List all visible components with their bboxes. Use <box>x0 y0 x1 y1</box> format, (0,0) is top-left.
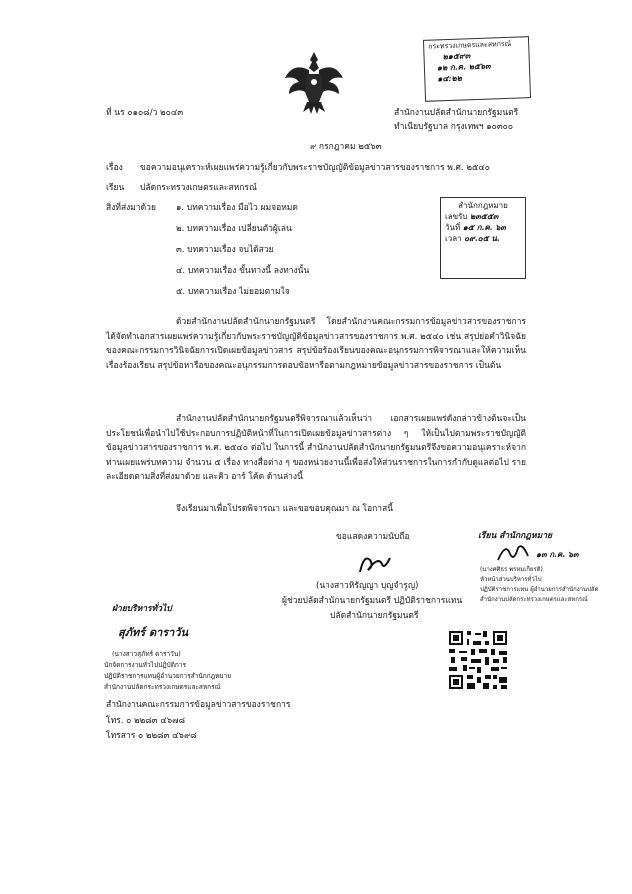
admin-note-name: (นางสาวสุภัทร์ ดาราวัน) <box>112 650 181 658</box>
footer-office: สำนักงานคณะกรรมการข้อมูลข่าวสารของราชการ <box>106 700 291 710</box>
recipient-label: เรียน <box>106 183 125 193</box>
legal-note-signature <box>496 540 530 564</box>
qr-code[interactable] <box>447 629 509 691</box>
date-value: ๑๕ ก.ค. ๖๓ <box>462 222 506 232</box>
legal-note-line-2: ปฏิบัติราชการแทน ผู้อำนวยการสำนักงานปลัด <box>480 586 599 593</box>
recipient-text: ปลัดกระทรวงเกษตรและสหกรณ์ <box>140 183 257 193</box>
receipt-stamp-top <box>423 36 531 102</box>
stamp-ministry: กระทรวงเกษตรและสหกรณ์ <box>428 39 512 51</box>
office-name: สำนักงานปลัดสำนักนายกรัฐมนตรี <box>394 108 519 118</box>
legal-stamp-title: สำนักกฎหมาย <box>458 201 508 210</box>
stamp-time: ๑๔:๒๒ <box>437 72 463 84</box>
garuda-emblem <box>283 48 345 118</box>
legal-receipt-stamp <box>440 197 526 279</box>
document-date: ๙ กรกฎาคม ๒๕๖๓ <box>310 142 382 152</box>
date-label: วันที่ <box>445 223 461 232</box>
stamp-date: ๑๒ ก.ค. ๒๕๖๓ <box>436 60 491 73</box>
enclosure-item: ๒. บทความเรื่อง เปลี่ยนตัวผู้เล่น <box>176 224 292 234</box>
admin-note-signature: สุภัทร์ ดาราวัน <box>118 626 189 639</box>
signature-mark <box>356 550 396 576</box>
subject-label: เรื่อง <box>106 163 123 173</box>
stamp-number: ๒๑๕๙๓ <box>442 50 471 62</box>
admin-note-line-1: นักจัดการงานทั่วไปปฏิบัติการ <box>104 661 186 669</box>
received-label: เลขรับ <box>445 212 468 221</box>
legal-note-name: (นางศศิธร พรหมเกียรติ) <box>480 566 543 573</box>
body-paragraph-3: จึงเรียนมาเพื่อโปรดพิจารณา และขอขอบคุณมา ณ โอกาสนี้ <box>176 504 394 514</box>
document-number: ที่ นร ๐๑๐๘/ว ๒๐๔๓ <box>106 108 184 118</box>
footer-phone: โทร. ๐ ๒๒๘๓ ๔๖๗๘ <box>106 716 186 726</box>
enclosure-item: ๔. บทความเรื่อง ขั้นทางนี้ ลงทางนั้น <box>176 266 310 276</box>
admin-note-title: ฝ่ายบริหารทั่วไป <box>112 604 172 614</box>
footer-fax: โทรสาร ๐ ๒๒๘๓ ๔๖๙๘ <box>106 731 197 741</box>
signatory-position: ผู้ช่วยปลัดสำนักนายกรัฐมนตรี ปฏิบัติราชการแทน <box>282 596 463 606</box>
legal-note-line-3: สำนักงานปลัดกระทรวงเกษตรและสหกรณ์ <box>480 596 588 603</box>
legal-note-line-1: หัวหน้าส่วนบริหารทั่วไป <box>480 576 542 583</box>
signatory-position-2: ปลัดสำนักนายกรัฐมนตรี <box>330 611 419 621</box>
admin-note-line-3: สำนักงานปลัดกระทรวงเกษตรและสหกรณ์ <box>104 683 221 691</box>
office-address: ทำเนียบรัฐบาล กรุงเทพฯ ๑๐๓๐๐ <box>394 122 514 132</box>
enclosures-label: สิ่งที่ส่งมาด้วย <box>106 203 156 213</box>
admin-note-line-2: ปฏิบัติราชการแทนผู้อำนวยการสำนักกฎหมาย <box>104 672 232 680</box>
signatory-name: (นางสาวหิรัญญา บุญจำรูญ) <box>316 581 419 591</box>
enclosure-item: ๑. บทความเรื่อง มือไว ผมจอหมด <box>176 203 298 213</box>
body-paragraph-1: ด้วยสำนักงานปลัดสำนักนายกรัฐมนตรี โดยสำนักงานคณะกรรมการข้อมูลข่าวสารของราชการ ได้จัดทำเอกสารเผยแพร่ความรู้เกี่ยวกับพระราชบัญญัติข้อมูลข่าวสารของราชการ พ.ศ. ๒๕๔๐ เช่น สรุปย่อคำวินิจฉัยของคณะกรรมการวินิจฉัยการเปิดเผยข้อมูลข่าวสาร สรุปข้อร้องเรียนของคณะอนุกรรมการพิจารณาและให้ความเห็นเรื่องร้องเรียน สรุปข้อหารือของคณะอนุกรรมการตอบข้อหารือตามกฎหมายข้อมูลข่าวสารของราชการ เป็นต้น <box>106 317 526 371</box>
legal-note-title: เรียน สำนักกฎหมาย <box>478 531 552 541</box>
closing-text: ขอแสดงความนับถือ <box>336 532 410 542</box>
received-value: ๒๓๕๕๓ <box>470 211 499 221</box>
time-value: ๐๙.๐๕ น. <box>464 233 500 243</box>
subject-text: ขอความอนุเคราะห์เผยแพร่ความรู้เกี่ยวกับพระราชบัญญัติข้อมูลข่าวสารของราชการ พ.ศ. ๒๕๔๐ <box>140 163 490 173</box>
body-paragraph-2: สำนักงานปลัดสำนักนายกรัฐมนตรีพิจารณาแล้วเห็นว่า เอกสารเผยแพร่ดังกล่าวข้างต้นจะเป็นประโยชน์เพื่อนำไปใช้ประกอบการปฏิบัติหน้าที่ในการเปิดเผยข้อมูลข่าวสารต่าง ๆ ให้เป็นไปตามพระราชบัญญัติข้อมูลข่าวสารของราชการ พ.ศ. ๒๕๔๐ ต่อไป ในการนี้ สำนักงานปลัดสำนักนายกรัฐมนตรีจึงขอความอนุเคราะห์จากท่านเผยแพร่บทความ จำนวน ๕ เรื่อง ทางสื่อต่าง ๆ ของหน่วยงานนี้เพื่อส่งให้ส่วนราชการในการกำกับดูแลต่อไป รายละเอียดตามสิ่งที่ส่งมาด้วย และคิว อาร์ โค้ด ด้านล่างนี้ <box>106 414 526 482</box>
time-label: เวลา <box>445 234 462 243</box>
enclosure-item: ๓. บทความเรื่อง จบได้สวย <box>176 245 274 255</box>
enclosure-item: ๕. บทความเรื่อง ไม่ยอมตามใจ <box>176 287 290 297</box>
legal-note-date: ๑๓ ก.ค. ๖๓ <box>536 549 579 559</box>
